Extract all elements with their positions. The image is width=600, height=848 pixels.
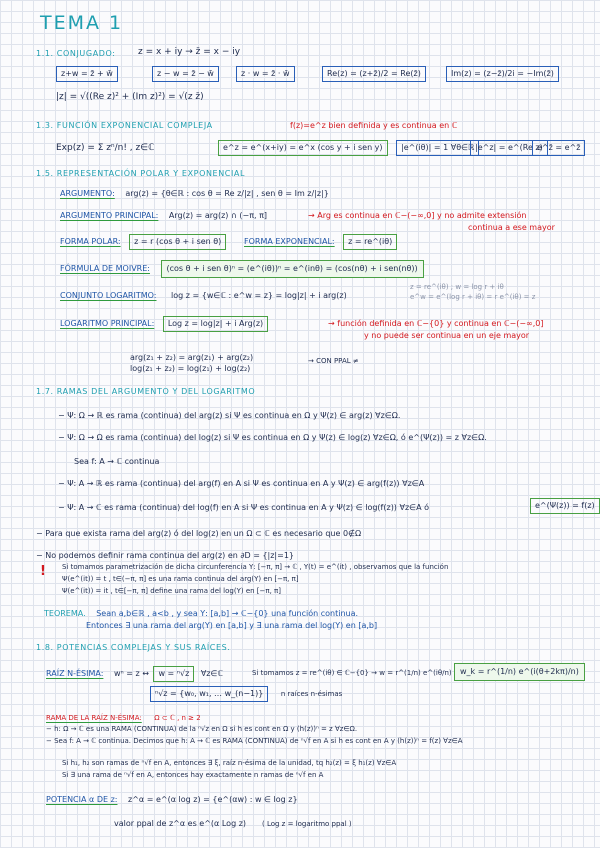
sea-f-continua: Sea f: A → ℂ continua	[74, 457, 160, 466]
exp-continuity-note: f(z)=e^z bien definida y es continua en ℂ	[290, 121, 458, 130]
conjunto-logaritmo-definition: log z = {w∈ℂ : e^w = z} = log|z| + i arg(z)	[171, 291, 347, 300]
argumento-principal-note: → Arg es continua en ℂ−(−∞,0] y no admite extensión	[308, 211, 527, 220]
forma-exponencial-definition: z = re^(iθ)	[343, 234, 397, 250]
rama-raiz-definition-2: − Sea f: A → ℂ continua. Decimos que h: A → ℂ es RAMA (CONTINUA) de ⁿ√f en A si h es cont en A y (h(z))ⁿ = f(z) ∀z∈A	[46, 737, 463, 745]
logaritmo-principal-definition: Log z = log|z| + i Arg(z)	[163, 316, 268, 332]
log-sum-identity: log(z₁ + z₂) = log(z₁) + log(z₂)	[130, 364, 251, 373]
conjugate-definition: z = x + iy → z̄ = x − iy	[138, 47, 241, 57]
argumento-definition: arg(z) = {θ∈ℝ : cos θ = Re z/|z| , sen θ = Im z/|z|}	[125, 189, 329, 198]
logaritmo-principal-label: LOGARITMO PRINCIPAL:	[60, 319, 155, 328]
circle-argument-1: Si tomamos parametrización de dicha circunferencia Υ: [−π, π] → ℂ , Υ(t) = e^(it) , observamos que la función	[62, 563, 449, 571]
section-heading-ramas: 1.7. RAMAS DEL ARGUMENTO Y DEL LOGARITMO	[36, 387, 256, 396]
property-real-part: Re(z) = (z+z̄)/2 = Re(z̄)	[322, 66, 426, 82]
argumento-label: ARGUMENTO:	[60, 189, 115, 198]
forma-polar-label: FORMA POLAR:	[60, 237, 121, 246]
no-rama-circle: − No podemos definir rama continua del arg(z) en ∂D = {|z|=1}	[36, 551, 295, 560]
conjunto-logaritmo-label: CONJUNTO LOGARITMO:	[60, 291, 157, 300]
logaritmo-principal-note: → función definida en ℂ−{0} y continua en ℂ−(−∞,0]	[328, 319, 544, 328]
raiz-box: w = ⁿ√z	[153, 666, 194, 682]
raices-set: ⁿ√z = {w₀, w₁, … w_(n−1)}	[150, 686, 268, 702]
potencia-definition: z^α = e^(α log z) = {e^(αw) : w ∈ log z}	[128, 795, 298, 804]
property-product: z · w = z̄ · w̄	[236, 66, 295, 82]
rama-raiz-definition-1: − h: Ω → ℂ es una RAMA (CONTINUA) de la ⁿ√z en Ω si h es cont en Ω y (h(z))ⁿ = z ∀z∈Ω.	[46, 725, 358, 733]
rama-raiz-condition: Ω ⊂ ℂ , n ≥ 2	[154, 714, 201, 722]
moivre-formula: (cos θ + i sen θ)ⁿ = (e^(iθ))ⁿ = e^(inθ) = (cos(nθ) + i sen(nθ))	[161, 260, 424, 278]
property-imag-part: Im(z) = (z−z̄)/2i = −Im(z̄)	[446, 66, 559, 82]
circle-argument-2: Ψ(e^(it)) = t , t∈(−π, π] es una rama continua del arg(Υ) en [−π, π]	[62, 575, 299, 583]
argumento-principal-note-2: continua a ese mayor	[468, 223, 555, 232]
rama-arg-f-definition: − Ψ: A → ℝ es rama (continua) del arg(f) en A si Ψ es continua en A y Ψ(z) ∈ arg(f(z)) ∀z∈A	[58, 479, 425, 488]
circle-argument-3: Ψ(e^(it)) = it , t∈[−π, π] define una rama del log(Υ) en [−π, π]	[62, 587, 281, 595]
section-heading-exponencial: 1.3. FUNCIÓN EXPONENCIAL COMPLEJA	[36, 121, 213, 130]
forma-exponencial-label: FORMA EXPONENCIAL:	[244, 237, 335, 246]
logarithm-side-note-1: z = re^(iθ) ; w = log r + iθ	[410, 283, 504, 291]
euler-formula: e^z = e^(x+iy) = e^x (cos y + i sen y)	[218, 140, 388, 156]
raices-note: n raíces n-ésimas	[280, 690, 343, 698]
warning-mark: !	[40, 564, 46, 579]
forma-polar-definition: z = r (cos θ + i sen θ)	[129, 234, 226, 250]
rama-existence-condition: − Para que exista rama del arg(z) ó del log(z) en un Ω ⊂ ℂ es necesario que 0∉Ω	[36, 529, 362, 538]
arg-sum-identity: arg(z₁ + z₂) = arg(z₁) + arg(z₂)	[130, 353, 254, 362]
exp-series-definition: Exp(z) = Σ zⁿ/n! , z∈ℂ	[56, 143, 155, 153]
teorema-label: TEOREMA.	[44, 609, 86, 618]
page-title: TEMA 1	[40, 12, 124, 34]
exp-property-unit-modulus: |e^(iθ)| = 1 ∀θ∈ℝ	[396, 140, 479, 156]
teorema-statement-1: Sean a,b∈ℝ , a<b , y sea Υ: [a,b] → ℂ−{0} una función continua.	[96, 609, 359, 618]
potencia-label: POTENCIA α DE z:	[46, 795, 118, 804]
argumento-principal-definition: Arg(z) = arg(z) ∩ (−π, π]	[168, 211, 268, 220]
rama-raiz-count: Si ∃ una rama de ⁿ√f en A, entonces hay exactamente n ramas de ⁿ√f en A	[62, 771, 324, 779]
rama-log-f-definition: − Ψ: A → ℂ es rama (continua) del log(f) en A si Ψ es continua en A y Ψ(z) ∈ log(f(z)) ∀z∈A ó	[58, 503, 430, 512]
exp-property-modulus: |e^z| = e^(Re z)	[470, 140, 548, 156]
raiz-label: RAÍZ N-ÉSIMA:	[46, 669, 104, 678]
rama-raiz-uniqueness: Si h₁, h₂ son ramas de ⁿ√f en A, entonces ∃ ξ, raíz n-ésima de la unidad, tq h₂(z) = ξ h₁(z) ∀z∈A	[62, 759, 397, 767]
section-heading-potencias: 1.8. POTENCIAS COMPLEJAS Y SUS RAÍCES.	[36, 643, 231, 652]
teorema-statement-2: Entonces ∃ una rama del arg(Υ) en [a,b] y ∃ una rama del log(Υ) en [a,b]	[86, 621, 378, 630]
rama-log-f-box: e^(Ψ(z)) = f(z)	[530, 498, 600, 514]
potencia-valor-principal: valor ppal de z^α es e^(α Log z)	[114, 819, 247, 828]
logaritmo-principal-note-2: y no puede ser continua en un eje mayor	[364, 331, 530, 340]
raiz-polar-derivation: Si tomamos z = re^(iθ) ∈ ℂ−{0} → w = r^(1/n) e^(iθ/n)	[252, 669, 452, 677]
potencia-log-note: ( Log z = logaritmo ppal )	[262, 820, 352, 828]
raiz-wk-formula: w_k = r^(1/n) e^(i(θ+2kπ)/n)	[454, 663, 585, 681]
exp-property-conjugate: e^z̄ = e^z̄	[532, 140, 585, 156]
raiz-equation: wⁿ = z ↔	[113, 669, 149, 678]
argumento-principal-label: ARGUMENTO PRINCIPAL:	[60, 211, 159, 220]
rama-log-definition: − Ψ: Ω → Ω es rama (continua) del log(z) si Ψ es continua en Ω y Ψ(z) ∈ log(z) ∀z∈Ω, ó e^(Ψ(z)) = z ∀z∈Ω.	[58, 433, 487, 442]
raiz-condition: ∀z∈ℂ	[200, 669, 224, 678]
rama-raiz-label: RAMA DE LA RAÍZ N-ÉSIMA:	[46, 714, 142, 722]
section-heading-conjugado: 1.1. CONJUGADO:	[36, 49, 116, 58]
section-heading-polar: 1.5. REPRESENTACIÓN POLAR Y EXPONENCIAL	[36, 169, 246, 178]
property-diff: z − w = z̄ − w̄	[152, 66, 219, 82]
property-sum: z+w = z̄ + w̄	[56, 66, 118, 82]
logarithm-side-note-2: e^w = e^(log r + iθ) = r e^(iθ) = z	[410, 293, 536, 301]
modulus-definition: |z| = √((Re z)² + (Im z)²) = √(z z̄)	[56, 92, 204, 102]
moivre-label: FÓRMULA DE MOIVRE:	[60, 264, 150, 273]
sum-identity-note: → CON PPAL ≠	[308, 357, 359, 365]
rama-arg-definition: − Ψ: Ω → ℝ es rama (continua) del arg(z) si Ψ es continua en Ω y Ψ(z) ∈ arg(z) ∀z∈Ω.	[58, 411, 401, 420]
